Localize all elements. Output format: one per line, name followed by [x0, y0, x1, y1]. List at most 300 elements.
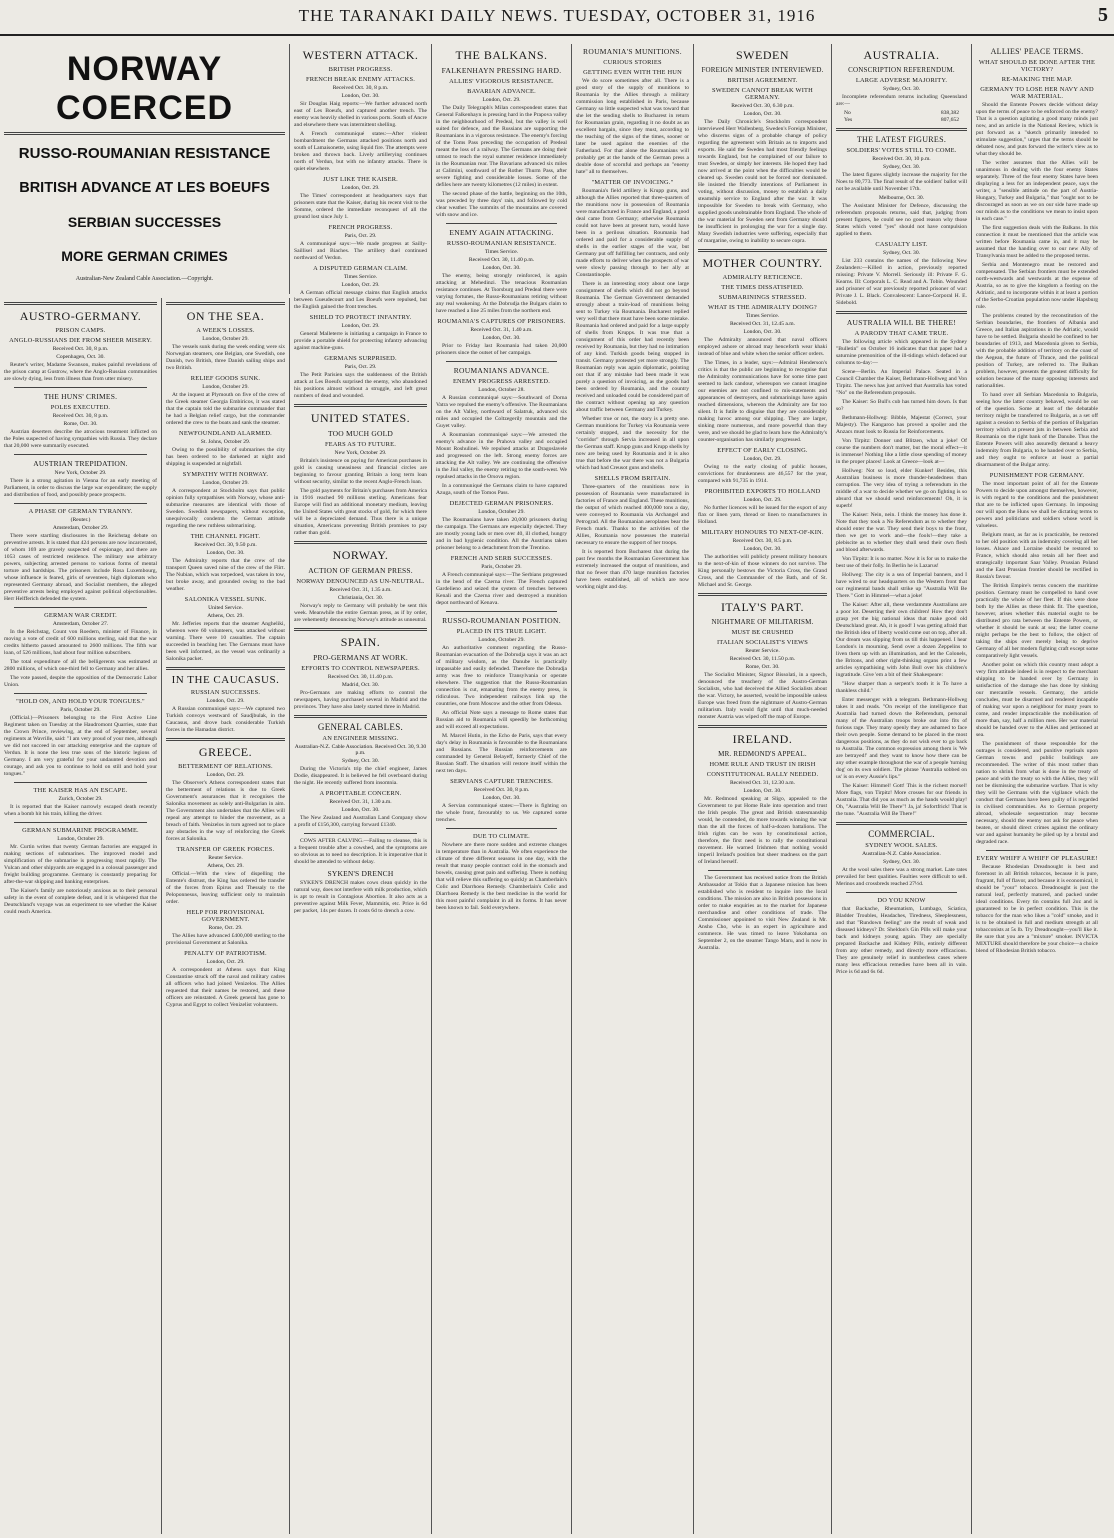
dateline: Rome, Oct. 29. — [208, 925, 243, 931]
referendum-row-no — [844, 110, 959, 117]
article-paragraph: M. Marcel Hutin, in the Echo de Paris, says that every day's delay in Roumania is favourable to the Roumanians and Russians. The Russian reinforcements are commanded by General Belayeff, formerly Chief of the Russian Staff. The situation will restore itself within the next ten days. — [436, 733, 567, 774]
heading-roumania-munitions: ROUMANIA'S MUNITIONS. — [583, 47, 682, 56]
divider — [836, 128, 967, 131]
column-austro-germany — [0, 298, 162, 1534]
subheading: RUSSIAN SUCCESSES. — [190, 689, 261, 696]
article-paragraph: The Allies have advanced £400,000 sterling to the provisional Government at Salonika. — [166, 933, 285, 946]
heading-norway: NORWAY. — [332, 548, 389, 562]
article-paragraph: A German official message claims that English attacks between Gueudecourt and Les Boeufs were repulsed, but the English gained the front trenches. — [294, 290, 427, 310]
credit-line: Australian-New Zealand Cable Association.—Copyright. — [75, 276, 214, 282]
subheading: HELP FOR PROVISIONAL GOVERNMENT. — [186, 909, 265, 923]
article-paragraph: A Roumanian communiqué says:—We arrested the enemy's advance in the Prahova valley and occupied Mount Roshulinei. We repulsed attacks at Dragoslavele and progressed on the left. Strong enemy forces are attacking the Alt valley. We are continuing the offensive in the Jiul valley, the enemy retiring to the south-west. We repulsed attacks in the Orsova region. — [436, 432, 567, 480]
article-paragraph: Austrian deserters describe the atrocious treatment inflicted on the Poles suspected of having sympathies with Russia. They declare that 20,000 were summarily executed. — [4, 429, 157, 449]
column-roumania-munitions — [572, 44, 694, 1534]
advertisement-paragraph: Nowhere are there more sudden and extreme changes in temperature than in Australia. We often experience the climate of three different seasons in one day, with the result that many people contract cold in the stomach and bowels, causing great pain and suffering. There is nothing that will relieve this suffering so quickly as Chamberlain's Colic and Diarrhoea Remedy. Chamberlain's Colic and Diarrhoea Remedy is the best medicine in the world for this most painful complaint in all its forms. It has never been known to fail. Sold everywhere. — [436, 842, 567, 911]
subheading: SUBMARININGS STRESSED. — [718, 294, 807, 301]
dateline: Received Oct. 30, 10 p.m. — [872, 156, 931, 162]
dateline: Received Oct. 30, 8 p.m. — [52, 346, 109, 352]
subheading: ACTION OF GERMAN PRESS. — [308, 566, 413, 575]
subheading: "HOLD ON, AND HOLD YOUR TONGUES." — [16, 698, 145, 705]
subheading: GERMANY TO LOSE HER NAVY AND WAR MATERIAL. — [980, 86, 1094, 100]
article-paragraph: The Kaiser: So Bull's cub has turned him down. Is that so? — [836, 399, 967, 412]
article-paragraph: Von Tirpitz: It is no matter. Now it is for us to make the best use of their folly. In Berlin he is Lazarus! — [836, 556, 967, 569]
article-paragraph: Owing to the early closing of public houses, convictions for drunkenness are 46,557 for the year, compared with 91,735 in 1914. — [698, 464, 827, 484]
article-paragraph: The Assistant Minister for Defence, discussing the referendum proposals returns, said that, judging from present figures, he could see no good reason why those States which voted "yes" should not have compulsion applied to them. — [836, 203, 967, 237]
subheading: A WEEK'S LOSSES. — [196, 327, 255, 334]
referendum-label: No — [844, 110, 851, 116]
divider — [446, 361, 557, 362]
advertisement-paragraph: COWS AFTER CALVING.—Failing to cleanse, this is a frequent trouble after a cowshed, and the symptoms are so obvious as to need no description. It is imperative that it should be attended to without delay. — [294, 838, 427, 865]
referendum-value: 838,382 — [940, 110, 959, 116]
article-paragraph: We do score sometimes after all. There is a good story of the supply of munitions to Roumania by the Allies through a military commission long established in Paris, because Germany so little suspected what was toward that she let the sending shells to Bucharest in return for Roumanian grain, regarding it no doubt as an excellent bargain, since they must, according to the teaching of the signs of the times, sooner or later be used against the enemies of the Fatherland. For that alone the Roumanians will probably get at the hands of the German press a double dose of scornful and perhaps an "enemy hate" all to themselves. — [576, 78, 689, 175]
dateline: New York, October 29. — [334, 450, 387, 456]
dateline: Received Oct. 30, 11.50 p.m. — [729, 656, 796, 662]
dateline: London, Oct. 29. — [341, 323, 380, 329]
article-paragraph: The Kaiser's family are notoriously anxious as to their personal safety in the event of complete defeat, and it is whispered that the Deutschland's voyage was an experiment to see whether the Kaiser could reach America. — [4, 888, 157, 915]
article-paragraph: The vote passed, despite the opposition of the Democratic Labor Union. — [4, 675, 157, 688]
article-paragraph: The writer assumes that the Allies will be unanimous in dealing with the four enemy States separately. Three of the four enemy States have been displaying a less for an independent peace, says the writer, a "sensible attitude on the part of Austria-Hungary, Turkey and Bulgaria," that "ought not to be discouraged as soon as we on our side have made up our minds as to the conditions we mean to insist upon in each case." — [976, 160, 1098, 222]
dateline: London, October 29. — [478, 509, 525, 515]
subheading: MILITARY HONOURS TO NEXT-OF-KIN. — [701, 529, 824, 536]
divider — [294, 541, 427, 544]
article-paragraph: It is reported that the Kaiser narrowly escaped death recently when a bomb hit his train, killing the driver. — [4, 804, 157, 817]
dateline: London, Oct. 30. — [206, 550, 245, 556]
divider — [446, 828, 557, 829]
dateline: London, Oct. 29. — [341, 282, 380, 288]
column-on-the-sea — [162, 298, 290, 1534]
subheading: DEJECTED GERMAN PRISONERS. — [449, 500, 554, 507]
subheading: BRITISH AGREEMENT. — [727, 77, 798, 84]
subheading: SYKEN'S DRENCH — [327, 869, 394, 878]
subheading: SOLDIERS' VOTES STILL TO COME. — [846, 147, 957, 154]
article-paragraph: In a communiqué the Germans claim to have captured Azuga, south of the Tomos Pass. — [436, 483, 567, 496]
subheading: FALKENHAYN PRESSING HARD. — [441, 66, 562, 75]
subheading: TRANSFER OF GREEK FORCES. — [176, 846, 275, 853]
column-australia — [832, 44, 972, 1534]
article-paragraph: Should the Entente Powers decide without delay upon the terms of peace to be enforced on the enemy? That is a question agitating a good many minds just now, and an article in the National Review, which is put forward as a "sketch primarily intended to stimulate suggestion," urges that the terms should be debated now, and puts forward the writer's view as to what they should be. — [976, 102, 1098, 157]
dateline: London, Oct. 29. — [482, 97, 521, 103]
subheading: FRENCH AND SERB SUCCESSES. — [450, 555, 553, 562]
dateline: Sydney, Oct. 30. — [882, 859, 921, 865]
subheading: PRO-GERMANS AT WORK. — [313, 653, 408, 662]
subheading: PROHIBITED EXPORTS TO HOLLAND — [704, 488, 821, 495]
subheading: JUST LIKE THE KAISER. — [323, 176, 398, 183]
dateline: Amsterdam, October 27. — [52, 621, 109, 627]
article-paragraph: "How sharper than a serpent's tooth it is To have a thankless child." — [836, 681, 967, 694]
subheading: RE-MAKING THE MAP. — [1001, 76, 1073, 83]
divider — [698, 725, 827, 728]
dateline: United Service. — [208, 605, 243, 611]
dateline: Received Oct. 31, 1.35 a.m. — [329, 587, 392, 593]
dateline: London, Oct. 30. — [743, 111, 782, 117]
subheading: GERMAN SUBMARINE PROGRAMME. — [22, 827, 139, 834]
article-paragraph: The authorities will publicly present military honours to the next-of-kin of those winners do not survive. The King personally bestows the Victoria Cross, the Grand Cross, and the Commander of the Bath, and of St. Michael and St. George. — [698, 554, 827, 588]
subheading: PRISON CAMPS. — [55, 327, 106, 334]
dateline: London, Oct. 30. — [743, 788, 782, 794]
heading-general-cables: GENERAL CABLES. — [317, 722, 404, 732]
article-paragraph: The Observer's Athens correspondent states that the betterment of relations is due to Greek Government's assurances that it recognises the Salonika movement as solely anti-Bulgarian in aim. The Government also undertakes that the Allies will repeal any attempt to hinder the movement, as a breach of faith. Venizelos in turn agreed not to place any obstacles in the way of reinforcing the Greek forces at Salonika. — [166, 780, 285, 842]
subheading: THE HUNS' CRIMES. — [43, 392, 118, 401]
advertisement-paragraph: SYKEN'S DRENCH makes cows clean quickly in the natural way, does not interfere with milk production, which is apt to result in Contagious Abortion. It also acts as a preventive against Milk Fever, Mammitis, etc. Price is 6d per packet, 14s per dozen. It costs 6d to drench a cow. — [294, 880, 427, 914]
column-sweden — [694, 44, 832, 1534]
heading-in-the-caucasus: IN THE CAUCASUS. — [171, 674, 280, 686]
article-paragraph: A communiqué says:—We made progress at Sailly-Saillisel and Biaches. The artillery duel continued northward of Verdun. — [294, 241, 427, 261]
dateline: Received Oct. 31, 12.45 a.m. — [729, 321, 796, 327]
article-paragraph: The second phase of the battle, beginning on the 10th, was preceded by three days' rain, and followed by cold clear weather. The summits of the mountains are covered with snow and ice. — [436, 191, 567, 218]
article-paragraph: To hand over all Serbian Macedonia to Bulgaria, seeing how the latter country behaved, would be out of the question. Some at least of the debatable territory might be transferred to Bulgaria, as a set off against a cession to Serbia of the portion of Bulgarian territory which at present juts in between Serbia and Roumania on the right bank of the Danube. Thus the Entente Powers will also assuredly demand a heavy indemnity from Bulgaria, to be handed over to Serbia, and they ought to enforce at least a partial disarmament of the Bulgar army. — [976, 392, 1098, 468]
dateline: London, Oct. 29. — [206, 959, 245, 965]
heading-the-balkans: THE BALKANS. — [455, 48, 548, 62]
subheading: SERVIANS CAPTURE TRENCHES. — [450, 778, 553, 785]
article-paragraph: (Official.)—Prisoners belonging to the First Active Line Regiment taken on Tuesday at the Haudromont Quarries, state that the Crown Prince, reviewing, at the end of September, several regiments at Wavrille, said: "I am very proud of your men, although we did not succeed in our attacking enterprise and the capture of Verdun. It is none the less true sons of the historic legions of Germany. I am very grateful for your undaunted devotion and courage, and ask you to continue to hold on still and hold your tongues." — [4, 715, 157, 777]
subheading: CURIOUS STORIES — [603, 59, 662, 66]
subheading: PLACED IN ITS TRUE LIGHT. — [456, 628, 547, 635]
subheading: THE LATEST FIGURES. — [856, 135, 947, 144]
subheading: ROUMANIANS ADVANCE. — [453, 366, 550, 375]
article-paragraph: Belgium must, as far as is practicable, be restored to her old position with an indemnity covering all her losses. Alsace and Lorraine should be restored to France, which should also retain all her fleet and strategically important Saar Valley. Prussian Poland and the East Prussian frontier should be rectified in Russia's favour. — [976, 532, 1098, 580]
divider — [698, 249, 827, 252]
article-paragraph: Enter messenger with a telegram. Bethmann-Hollweg takes it and reads. "On receipt of the intelligence that Australia had turned down the Referendum, personal many of the Australian troops broke out into fits of furious rage. They many openly they are ashamed to face their own people. Some demand to be placed in the most dangerous positions, as they do not wish ever to go back to Australia. The common expression among them is 'We are betrayed!' and they want to know how there can be any other example throughout the war of a people 'turning dog' on its own soldiers. The phrase 'Australia sobbed on us' is on every Aussie's lips." — [836, 697, 967, 780]
subheading: ENEMY AGAIN ATTACKING. — [449, 228, 554, 237]
subheading: THE TIMES DISSATISFIED. — [721, 284, 804, 291]
heading-australia: AUSTRALIA. — [863, 48, 940, 62]
subheading: FOREIGN MINISTER INTERVIEWED. — [701, 66, 824, 74]
article-paragraph: No further licences will be issued for the export of any flax or linen yarn, thread or linen to manufacturers in Holland. — [698, 505, 827, 525]
dateline: London, Oct. 29. — [743, 497, 782, 503]
divider — [14, 607, 147, 608]
article-paragraph: Norway's reply to Germany will probably be sent this week. Meanwhile the entire German press, as if by order, are vehemently denouncing Norway's attitude as unneutral. — [294, 603, 427, 623]
article-paragraph: Owing to the possibility of submarines the city has been ordered to be darkened at night and shipping is suspended at nightfall. — [166, 447, 285, 467]
divider — [698, 593, 827, 596]
heading-mother-country: MOTHER COUNTRY. — [702, 256, 823, 270]
article-paragraph: Britain's insistence on paying for American purchases in gold is causing uneasiness and financial circles are beginning to favour granting Britain a long term loan without security, similar to the recent Anglo-French loan. — [294, 458, 427, 485]
subheading: A DISPUTED GERMAN CLAIM. — [313, 265, 408, 272]
article-paragraph: The problems created by the reconstitution of the Serbian boundaries, the frontiers of Albania and Greece, and Italian aspirations in the Adriatic, would have to be settled. Bulgaria should be confined to her boundaries of 1913, and Macedonia given to Serbia, with the probable addition of territory on the coast of the Aegean, the future of Thrace, and the political position of Turkey, are referred to. The Balkan problem, however, presents the greatest difficulty for solution because of the many opposing interests and nationalities. — [976, 313, 1098, 389]
subheading: CASUALTY LIST. — [875, 241, 928, 248]
subheading: WHAT IS THE ADMIRALTY DOING? — [708, 304, 817, 311]
dateline: Times Service. — [343, 274, 378, 280]
dateline: London, October 29. — [478, 637, 525, 643]
dateline: Athens, Oct. 29. — [207, 863, 244, 869]
article-paragraph: A correspondent at Stockholm says that public opinion fully sympathises with Norway, whose anti-submarine measures are identical with those of Sweden. Swedish newspapers, without exception, unequivocally condemn the German attitude regarding the new ruthless submarining. — [166, 488, 285, 529]
divider — [4, 302, 157, 305]
subheading: FEARS AS TO FUTURE. — [324, 441, 397, 448]
dateline: Christiania, Oct. 30. — [337, 595, 384, 601]
article-paragraph: The Kaiser: After all, these verdammte Australians are a poor lot. Deserting their own children! How they don't grasp yet the big national ideas that make good old Deutschland great. Ah, it is good! I was getting afraid that the British idea of liberty would come out on top, after all. Our dream was slipping from us till this happened. I hear London's in mourning. Send over a dozen Zeppelins to liven them up with an illumination, and let the Colonels, the Britons, and other right-thinking organs print a few articles sympathising with John Bull over his children's ingratitude. Give 'em a bit of their Shakespeare: — [836, 602, 967, 678]
article-paragraph: The Government has received notice from the British Ambassador at Tokio that a Japanese mission has been established who is resident to inquire into the local conditions. The mission are also in British possessions in order to make enquiries as to the market for Japanese merchandise and other conditions of trade. The Commissioner appointed to visit New Zealand is Mr. Ansho Cho, who is an expert in agriculture and commerce. He was timed to leave Yokohama on September 2, on the steamer Tango Maru, and is now in Australia. — [698, 875, 827, 951]
divider — [446, 223, 557, 224]
divider — [986, 850, 1088, 851]
subheading: ROUMANIA'S CAPTURES OF PRISONERS. — [437, 318, 566, 325]
dateline: Sydney, Oct. 30. — [882, 86, 921, 92]
subheading: SYMPATHY WITH NORWAY. — [182, 471, 269, 478]
divider — [708, 870, 817, 871]
subheading: GERMAN WAR CREDIT. — [44, 612, 117, 619]
subheading: AUSTRALIA WILL BE THERE! — [846, 318, 957, 327]
article-paragraph: An authoritative comment regarding the Russo-Roumanian evacuation of the Dobrudja says it was an act of military wisdom, as the Danube is practically impassable and easily defended. Therefore the Dobrudja army was free to reinforce Transylvania or operate elsewhere. The suggestion that the Russo-Roumanian connection is cut, emanating from the enemy press, is ridiculous. Two independent railways link up the countries, one from Moscow and the other from Odessa. — [436, 645, 567, 707]
dateline: London, Oct. 30. — [482, 335, 521, 341]
dateline: Received Oct. 30, 11.40 p.m. — [468, 257, 535, 263]
article-paragraph: The Roumanians have taken 20,000 prisoners during the campaign. The Germans are especially dejected. They are mostly young lads or men over 40, ill clothed, hungry and in bad hygienic condition. All the Austrians taken prisoner belong to a detachment from the Trentino. — [436, 517, 567, 551]
article-paragraph: A Russian communiqué says:—Southward of Dorna Vatra we repulsed the enemy's offensive. The Roumanians on the Alt Valley, northward of Salatruk, advanced six miles and occupied the Coltzegerily mountain and the Guyet valley. — [436, 395, 567, 429]
dateline: Sydney, Oct. 30. — [882, 164, 921, 170]
dateline: London, Oct. 30. — [482, 795, 521, 801]
subheading: EVERY WHIFF A WHIFF OF PLEASURE! — [976, 855, 1098, 862]
dateline: Sydney, Oct. 30. — [341, 758, 380, 764]
article-paragraph: There is a strong agitation in Vienna for an early meeting of Parliament, in order to discuss the large war expenditure; the supply and distribution of food, and possibly peace prospects. — [4, 478, 157, 498]
article-paragraph: In the Reichstag, Count von Roedern, minister of Finance, in moving a vote of credit of 600 millions sterling, said that the war credits hitherto passed amounted to 2600 millions. The fifth war loan, of 526 millions, had about four million subscribers. — [4, 629, 157, 656]
subheading: RUSSO-ROUMANIAN RESISTANCE. — [446, 240, 557, 247]
dateline: New York, October 29. — [54, 470, 107, 476]
article-paragraph: The Admiralty announced that naval officers employed ashore or abroad may henceforth wear khaki instead of blue and white when the senior officer orders. — [698, 337, 827, 357]
subheading: ADMIRALTY RETICENCE. — [722, 274, 803, 281]
subheading: DO YOU KNOW — [877, 897, 926, 904]
article-paragraph: Mr. Curtin writes that twenty German factories are engaged in making sections of submarines. The improved model and simplification of the submarine is progressing most rapidly. The Vulcan and other shipyards are engaged in a colossal passenger and freight building programme. Germany is constantly preparing for after-the-war shipping and banking enterprises. — [4, 844, 157, 885]
dateline: Reuter Service. — [745, 648, 780, 654]
heading-on-the-sea: ON THE SEA. — [186, 309, 265, 323]
dateline: London, October 29. — [202, 384, 249, 390]
article-paragraph: During the Victoria's trip the chief engineer, James Dodie, disappeared. It is believed he fell overboard during the night. He recently suffered from insomnia. — [294, 766, 427, 786]
subheading: ITALIAN SOCIALIST'S VIEWS — [716, 639, 809, 646]
subheading: NORWAY DENOUNCED AS UN-NEUTRAL. — [296, 578, 425, 585]
divider — [846, 892, 957, 893]
heading-allies-peace-terms: ALLIES' PEACE TERMS. — [990, 47, 1084, 56]
subheading: AN ENGINEER MISSING. — [322, 735, 399, 742]
dateline: Paris, Oct. 29. — [344, 364, 377, 370]
subheading: ALLIES' VIGOROUS RESISTANCE. — [449, 78, 554, 85]
heading-commercial: COMMERCIAL. — [868, 829, 935, 839]
referendum-value: 807,652 — [940, 117, 959, 123]
divider — [446, 611, 557, 612]
subheading: RUSSO-ROUMANIAN POSITION. — [442, 616, 561, 625]
subheading: SYDNEY WOOL SALES. — [865, 842, 938, 849]
subheading: SHIELD TO PROTECT INFANTRY. — [309, 314, 412, 321]
article-paragraph: Von Tirpitz: Donner und Blitzen, what a joke! Of course the numbers don't matter, but the moral effect—it is immense! Nothing like a little close spending of money in the proper places! Look at Greece—look at— — [836, 438, 967, 465]
article-paragraph: Prior to Friday last Roumania had taken 20,000 prisoners since the outset of her campaign. — [436, 343, 567, 356]
dateline: London, Oct. 30. — [743, 329, 782, 335]
article-paragraph: Reuter's writer, Madame Swanson, makes painful revelations of the prison camp at Gustrow, where the Anglo-Russian communities are slowly dying, less from illness than from utter misery. — [4, 362, 157, 382]
article-paragraph: The New Zealand and Australian Land Company show a profit of £156,300, carrying forward £1340. — [294, 815, 427, 828]
article-paragraph: The punishment of those responsible for the outrages is considered, and punitive reprisals upon German towns and public buildings are recommended. The writer of this most rather than nation to shrink from what is done in the treaty of peace and with the treaty so with the Allies, they will not be dismissing the submarine warfare. That is why they will be Germans with the vigilance which the conduct that Germans have been guilty of is regarded in civilised communities. As to German property abroad, wholesale sequestration may become necessary, should the enemy not ask for peace when beaten, or should direct crimes against the ordinary war and against humanity be piled up by a brutal and degraded race. — [976, 741, 1098, 845]
article-paragraph: A correspondent at Athens says that King Constantine struck off the naval and military cadres all officers who had joined Venizelos. The Allies requested that their names be restored, and these officers are reinstated. A Greek general has gone to Cyprus and Egypt to collect Venizelist volunteers. — [166, 967, 285, 1008]
divider — [14, 693, 147, 694]
headline-british-advance: BRITISH ADVANCE AT LES BOEUFS — [19, 180, 270, 196]
dateline: Paris, October 29. — [481, 564, 522, 570]
dateline: London, October 28. — [478, 387, 525, 393]
article-paragraph: The Times' correspondent at headquarters says that prisoners state that the Kaiser, during his recent visit to the Somme, ordered the immediate reconquest of all the ground lost since July 1. — [294, 193, 427, 220]
subheading: MUST BE CRUSHED — [731, 629, 794, 636]
dateline: London, Oct. 29. — [341, 185, 380, 191]
dateline: Received Oct. 31, 1.30 a.m. — [329, 799, 392, 805]
subheading: SALONIKA VESSEL SUNK. — [184, 596, 267, 603]
dateline: Received Oct. 31, 12.30 a.m. — [729, 780, 796, 786]
subheading: NIGHTMARE OF MILITARISM. — [711, 618, 814, 626]
subheading: PUNISHMENT FOR GERMANY. — [989, 472, 1085, 479]
article-paragraph: Sir Douglas Haig reports:—We further advanced north east of Les Boeufs, and captured another trench. The enemy was heavily shelled in various ports. South of Ancre and elsewhere there was intermittent shelling. — [294, 101, 427, 128]
dateline: London, October 29. — [202, 480, 249, 486]
divider — [14, 822, 147, 823]
dateline: Australian-N.Z. Cable Association. — [862, 851, 941, 857]
article-paragraph: An official Note says a message to Rome states that Russian aid to Roumania will speedily be forthcoming and will exceed all expectations. — [436, 710, 567, 730]
dateline: (Reuter.) — [70, 517, 91, 523]
article-paragraph: Scene—Berlin. An Imperial Palace. Seated in a Council Chamber the Kaiser, Bethmann-Hollweg and Von Tirpitz. The news has just arrived that Australia has voted "No" on the Referendum proposals. — [836, 369, 967, 396]
article-paragraph: The Kaiser: Nein, nein. I think the money has done it. Note that they took a No Referendum as to whether they should enter the war. They send their boys to the front, then we get to work and—the fools!—they take a plebiscite as to whether they shall send their own flesh and blood afterwards. — [836, 512, 967, 553]
article-paragraph: The most important point of all for the Entente Powers to decide upon amongst themselves, however, is with regard to the conditions and the punishment that are to be inflicted upon Germany. In imposing our will upon the Huns we shall be dictating terms to powers and politicians and soldiers whose word is valueless. — [976, 481, 1098, 529]
dateline: Received Oct. 30, 8 p.m. — [52, 413, 109, 419]
article-paragraph: At the wool sales there was a strong market. Late rates prevailed for best qualities. Faulties were difficult to sell. Merinos and crossbreds reached 27½d. — [836, 867, 967, 887]
masthead — [0, 0, 1114, 36]
headline-serbian-successes: SERBIAN SUCCESSES — [67, 214, 222, 230]
divider — [166, 667, 285, 670]
subheading: EFFECT OF EARLY CLOSING. — [717, 447, 808, 454]
article-paragraph: Incomplete referendum returns including Queensland are:— — [836, 94, 967, 107]
dateline: Athens, Oct. 29. — [207, 613, 244, 619]
subheading: BRITISH PROGRESS. — [328, 66, 393, 73]
article-paragraph: Mr. Jefferies reports that the steamer Angheliki, whereon were 60 volunteers, was attacked without warning. There were 10 casualties. The captain succeeded in beaching her. The Germans must have been well informed, as the vessel was ordinarily a Salonika packet. — [166, 621, 285, 662]
article-paragraph: The first suggestion deals with the Balkans. In this connection it must be mentioned that the article was written before Roumania came in, and it may be assumed that the handing over to our new Ally of Transylvania must be added to the proposed terms. — [976, 225, 1098, 259]
dateline: Copenhagen, Oct. 30. — [56, 354, 105, 360]
divider — [304, 833, 417, 834]
article-paragraph: The Admiralty reports that the crew of the transport Queen saved nine of the crew of the Flirt. The Nubian, which was torpedoed, was taken in tow, but broke away, and grounded owing to the bad weather. — [166, 558, 285, 592]
article-paragraph: The Kaiser: Himmel! Gott! This is the richest morsel! More flags, von Tirpitz! More crosses for our friends in Australia. That did you as much as the hands would play! Oh, "Australia Will Be There"! Ja, ja! Sofortfrick! That is the tune. "Australia Will Be There!" — [836, 783, 967, 817]
article-paragraph: It is reported from Bucharest that during the past few months the Roumanian Government has extremely increased the output of munitions, and that no fewer than 470 large munition factories have been established, all of which are now working night and day. — [576, 549, 689, 590]
article-paragraph: Mr. Redmond speaking at Sligo, appealed to the Government to put Home Rule into operation and trust the Irish people. The great and British statesmanship would, he contended, do more towards winning the war than the all the forces of half-a-dozen battalions. The Irish rights can be won by constitutional action, therefore, the first need is to rally the constitutional movement. He warned Irishmen that nothing would imperil Ireland's position but sheer madness on the part of Ireland herself. — [698, 796, 827, 865]
subheading: LARGE ADVERSE MAJORITY. — [855, 77, 948, 84]
subheading: POLES EXECUTED. — [50, 404, 111, 411]
subheading: DUE TO CLIMATE. — [473, 833, 530, 840]
dateline: Melbourne, Oct. 30. — [878, 195, 925, 201]
subheading: SHELLS FROM BRITAIN. — [594, 475, 671, 482]
dateline: London, Oct. 30. — [341, 93, 380, 99]
article-paragraph: Roumania's field artillery is Krupp guns, and although the Allies reported that three-quarters of the munitions now in possession of Roumania were manufactured in France and England, a good deal came from Germany; otherwise Roumania could not have been at present turn, would have been in a perilous situation. Roumania had ordered and paid for a considerable supply of shells in the earlier stages of the war, but Germany put off fulfilling her contracts, and only made efforts to deliver when the prospects of war were slowly passing through to her ally at Constantinople. — [576, 188, 689, 278]
divider — [14, 782, 147, 783]
article-paragraph: Hollweg: The city is a sea of Imperial banners, and I have wired to our headquarters on the Western front that our regimental bands shall strike up "Australia Will Be There." Gott in Himmel—what a joke! — [836, 572, 967, 599]
dateline: Received Oct. 30, 6.30 p.m. — [731, 103, 794, 109]
subheading: "MATTER OF INVOICING." — [591, 179, 674, 186]
dateline: Received Oct. 30, 9.50 p.m. — [194, 542, 257, 548]
article-paragraph: The Times, in a leader, says:—Admiral Henderson's critics is that the public are beginning to recognise that the Admiralty communications have for some time past seemed to lack candour, whereupon we cannot imagine our enemies are not confined to mis-statements and appearances of destroyers, and submarinings have again reached dimensions, whereon the Admiralty are far too silent. It is futile to disguise that they are considerably making havoc among our shipping. They are larger, sinking more numerous, and more powerful than they were, and we should be glad to learn how the Admiralty's counter-organisation has similarly progressed. — [698, 360, 827, 443]
divider — [14, 454, 147, 455]
article-paragraph: A Servian communiqué states:—There is fighting on the whole front, favourably to us. We captured some trenches. — [436, 803, 567, 823]
article-paragraph: Bethmann-Hollweg: Bibble, Majestat (Correct, your Majesty). The Kangaroo has proved a spoiler and the Anzacs must look to Russia for Reinforcements. — [836, 415, 967, 435]
dateline: Paris, Oct. 29. — [344, 233, 377, 239]
article-paragraph: There is an interesting story about one large consignment of shells which did not go beyond Roumania. The German Government demanded strongly about a train-load of munitions being sent to Turkey via Roumania. Bucharest replied very well that there must have been some mistake. Roumania had ordered and paid for a large supply of shells from Krupps. It was true that a consignment of this order had recently been received by Roumania, but they had no intimation of any kind. Turkish goods being stopped in transit. Germany protested yet more strongly. The Roumanian reply was again diplomatic, pointing out that if any mistake had been made it was purely a question of invoicing, as the goods had been ordered by Roumania, and the country received and unloaded could be considered part of the contract without opening up any question about traffic between Germany and Turkey. — [576, 281, 689, 413]
article-paragraph: The Daily Telegraph's Milan correspondent states that General Falkenhayn is pressing hard in the Prapova valley in the neighbourhood of Predeal, but the valley is well suited for defence, and the Russians are supporting the Roumanians in a vigorous resistance. The enemy's forcing of the Toms Pass preceding the occupation of Predeal meant the loss of a railway. The Germans are doing their utmost to reach the royal summer residence immediately in the Roumanian rear. The Bavarians advanced six miles at Calimini, southward of the Rother Thurm Pass, after severe fighting and considerable losses. Some of the defiles here are twenty kilometres (12 miles) in extent. — [436, 105, 567, 188]
dateline: London, October 29. — [57, 836, 104, 842]
column-western-attack — [290, 44, 432, 1534]
divider — [294, 404, 427, 407]
subheading: SWEDEN CANNOT BREAK WITH GERMANY. — [712, 87, 813, 101]
subheading: CONSTITUTIONAL RALLY NEEDED. — [706, 771, 819, 778]
subheading: AUSTRIAN TREPIDATION. — [33, 459, 128, 468]
dateline: Amsterdam, October 29. — [52, 525, 109, 531]
dateline: Received Oct. 30, 8 p.m. — [332, 85, 389, 91]
subheading: ENEMY PROGRESS ARRESTED. — [452, 378, 551, 385]
dateline: London, Oct. 29. — [743, 456, 782, 462]
subheading: WHAT SHOULD BE DONE AFTER THE VICTORY? — [978, 59, 1096, 73]
page-number: 5 — [1098, 4, 1108, 26]
heading-western-attack: WESTERN ATTACK. — [302, 48, 419, 62]
subheading: TOO MUCH GOLD — [328, 429, 393, 438]
article-paragraph: List 233 contains the names of the following New Zealanders:—Killed in action, previously reported missing: Private V. Morrell. Seriously ill: Private F. G. Kearns. Ill: Corporals L. C. Read and A. Tobin. Wounded and prisoner of war previously reported prisoner of war: Private J. L. Black. Convalescent: Lance-Corporal H. E. Sidebold. — [836, 258, 967, 306]
dateline: Paris, October 29. — [60, 707, 101, 713]
dateline: Times Service. — [745, 313, 780, 319]
article-paragraph: Serbia and Montenegro must be restored and compensated. The Serbian frontiers must be extended north-westwards and westwards at the expense of Austria, so as to give the kingdom a footing on the Adriatic, and to incorporate within it at least a portion of the Serbo-Croatian population now under Hapsburg rule. — [976, 262, 1099, 310]
subheading: BETTERMENT OF RELATIONS. — [178, 763, 273, 770]
article-paragraph: Another point on which this country must adopt a very firm attitude indeed is in respect to the merchant shipping to be handed over by Germany in satisfaction of the damage she has done by sinking our mercantile vessels. Germany, the article concludes, must be disarmed and rendered incapable of making war upon a neighbour for many years to come, and render impracticable the mobilisation of more than, say, half a million men. Her war material should be handed over to the Allies and jettisoned at sea. — [976, 662, 1098, 738]
heading-ireland: IRELAND. — [732, 732, 793, 746]
divider — [166, 302, 285, 305]
dateline: Received Oct. 30, 8 p.m. — [473, 787, 530, 793]
article-paragraph: Hollweg: Not so loud, elder Kunker! Besides, this Australian business is more thunder-headedness than corruption. The very idea of trying a referendum in the middle of a war to decide whether we go on fighting is so absurd that we should send reinforcements! Oh, it is superb! — [836, 468, 967, 509]
subheading: THE CHANNEL FIGHT. — [190, 533, 261, 540]
article-paragraph: Official.—With the view of dispelling the Entente's distrust, the King has ordered the transfer of the forces from Epirus and Thessaly to the Peloponnesus, leaving sufficient only to maintain order. — [166, 871, 285, 905]
dateline: Reuter Service. — [208, 855, 243, 861]
heading-spain: SPAIN. — [340, 635, 381, 649]
article-paragraph: Pro-Germans are making efforts to control the newspapers, having purchased several in Madrid and the provinces. They have also lately started three in Madrid. — [294, 690, 427, 710]
article-paragraph: The gold payments for Britain's purchases from America in 1916 reached 90 millions sterling. Americans fear Europe will find an additional monetary medium, leaving the United States with great stocks of gold, for which there will be a depreciated demand. Thus there is a unique situation, Americans preventing British promises to pay rather than gold. — [294, 488, 427, 536]
advertisement-paragraph: that Backache, Rheumatism, Lumbago, Sciatica, Bladder Troubles, Headaches, Tiredness, Sleeplessness, and that "Rundown feeling" are the result of weak and diseased kidneys? Dr. Sheldon's Gin Pills will make your back and kidneys young again. They are specially prepared Backache and Kidney Pills, entirely different from any other remedy, and directly more efficacious. They are genuinely relief in numberless cases where many less efficacious remedies have been all in vain. Price is 6d and 6s 6d. — [836, 906, 967, 975]
subheading: CONSCRIPTION REFERENDUM. — [848, 66, 955, 74]
subheading: A PARODY THAT CAME TRUE. — [854, 330, 949, 337]
dateline: London, Oct. 30. — [482, 265, 521, 271]
front-headlines — [0, 44, 290, 294]
referendum-results — [836, 110, 967, 124]
article-paragraph: The Socialist Minister, Signor Bissolati, in a speech, denounced the treachery of the Austro-German Socialists, who had deceived the Allied Socialists about the war. Victory, he asserted, would be impossible unless Europe was freed from the nightmare of Austro-German militarism. Italy would fight until that much-needed monster Austria was wiped off the map of Europe. — [698, 672, 827, 720]
article-paragraph: The latest figures slightly increase the majority for the Noes to 80,773. The final result of the soldiers' ballot will not be available until November 17th. — [836, 172, 967, 192]
heading-greece: GREECE. — [198, 745, 253, 759]
article-paragraph: The British Empire's terms concern the maritime position. Germany must be compelled to hand over practically the whole of her fleet. If this were done both by the Allies as these think fit. The question, however, arises whether this material ought to be distributed pro rata between the Entente Powers, or whether it should be sunk at sea; the latter course might perhaps be the best to follow, the object of taking the ships over merely being to deprive Germany of all her modern fighting craft except some comparatively light vessels. — [976, 583, 1098, 659]
masthead-title: THE TARANAKI DAILY NEWS. TUESDAY, OCTOBER 31, 1916 — [298, 6, 816, 25]
dateline: London, October 29. — [202, 336, 249, 342]
heading-austro-germany: AUSTRO-GERMANY. — [19, 309, 142, 323]
subheading: THE KAISER HAS AN ESCAPE. — [33, 787, 128, 794]
column-the-balkans — [432, 44, 572, 1534]
subheading: PENALTY OF PATRIOTISM. — [184, 950, 267, 957]
subheading: NEWFOUNDLAND ALARMED. — [179, 430, 272, 437]
article-paragraph: Whether true or not, the story is a pretty one. German munitions for Turkey via Roumania were certainly stopped, and the necessity for the "corridor" through Servia increased in all upon the German staff. Krupp guns and Krupp shells by now are being used by Roumania and it is also true that before the war there was not a Bulgaria which had had Creusot guns and shells. — [576, 416, 689, 471]
article-paragraph: A French communiqué states:—After violent bombardment the Germans attacked positions north and south of Lamaisonette, using liquid fire. The attempts were broken and thrown back. Lively artillerying continues north of Verdun, but with no infantry attacks. There is quiet elsewhere. — [294, 131, 427, 172]
article-paragraph: The following article which appeared in the Sydney "Bulletin" on October 16 indicates that that paper had a saturnine premonition of the ill-tidings which defaced our columns to-day:— — [836, 339, 967, 366]
article-paragraph: General Malleterre is initiating a campaign in France to provide a portable shield for protecting infantry advancing against machine-guns. — [294, 331, 427, 351]
article-paragraph: There were startling disclosures in the Reichstag debate on preventive arrests. It is stated that 424 persons are now incarcerated, of whom 169 are gravely suspected of espionage, and there are 1053 cases of restricted residence. The military use arbitrary powers, subjecting arrested persons to various forms of mental torture and hardships. The prisoners include Rosa Luxembourg, whose influence is feared, girls of seventeen, high diplomats who represented Germany abroad, and Socialist members, the alleged preventive arrests being employed against political objectionables. Herr Helfferich defended the system. — [4, 533, 157, 602]
referendum-row-yes — [844, 117, 959, 124]
article-paragraph: At the inquest at Plymouth on five of the crew of the Greek steamer Georgia Embiricos, it was stated that the captain told the submarine commander that he had a Belgian relief cargo, but the commander ordered the crew to the boats and sank the steamer. — [166, 392, 285, 426]
subheading: ANGLO-RUSSIANS DIE FROM SHEER MISERY. — [9, 337, 152, 344]
headline-russo-roumanian: RUSSO-ROUMANIAN RESISTANCE — [18, 145, 271, 162]
article-paragraph: The enemy, being strongly reinforced, is again attacking at Mehedinzi. The tenacious Roumanian resistance continues. At Tsorsburg and Predeal there were varying fortunes, the Russo-Roumanians retiring without any real weakening. At the Dobrudja the Bulgars claim to have reached a line 25 miles from the northern end. — [436, 273, 567, 314]
dateline: London, Oct. 30. — [341, 807, 380, 813]
dateline: Received Oct. 30, 11.40 p.m. — [327, 674, 394, 680]
dateline: Received Oct. 31, 1.40 a.m. — [470, 327, 533, 333]
subheading: HOME RULE AND TRUST IN IRISH — [709, 761, 816, 768]
dateline: London, Oct. 29. — [206, 772, 245, 778]
subheading: A PHASE OF GERMAN TYRANNY. — [28, 508, 133, 515]
article-paragraph: A Russian communiqué says:—We captured two Turkish convoys westward of Saudjbulak, in the Caucasus, and drove back considerable Turkish forces in the Hamadan district. — [166, 706, 285, 733]
divider — [836, 311, 967, 314]
headline-more-german-crimes: MORE GERMAN CRIMES — [61, 248, 228, 264]
subheading: FRENCH PROGRESS. — [328, 224, 393, 231]
subheading: A PROFITABLE CONCERN. — [319, 790, 402, 797]
subheading: BAVARIAN ADVANCE. — [467, 88, 536, 95]
subheading: FRENCH BREAK ENEMY ATTACKS. — [305, 76, 416, 83]
divider — [14, 503, 147, 504]
heading-united-states: UNITED STATES. — [310, 411, 411, 425]
divider — [14, 387, 147, 388]
divider — [4, 132, 285, 135]
dateline: Rome, Oct. 30. — [745, 664, 780, 670]
divider — [294, 715, 427, 718]
